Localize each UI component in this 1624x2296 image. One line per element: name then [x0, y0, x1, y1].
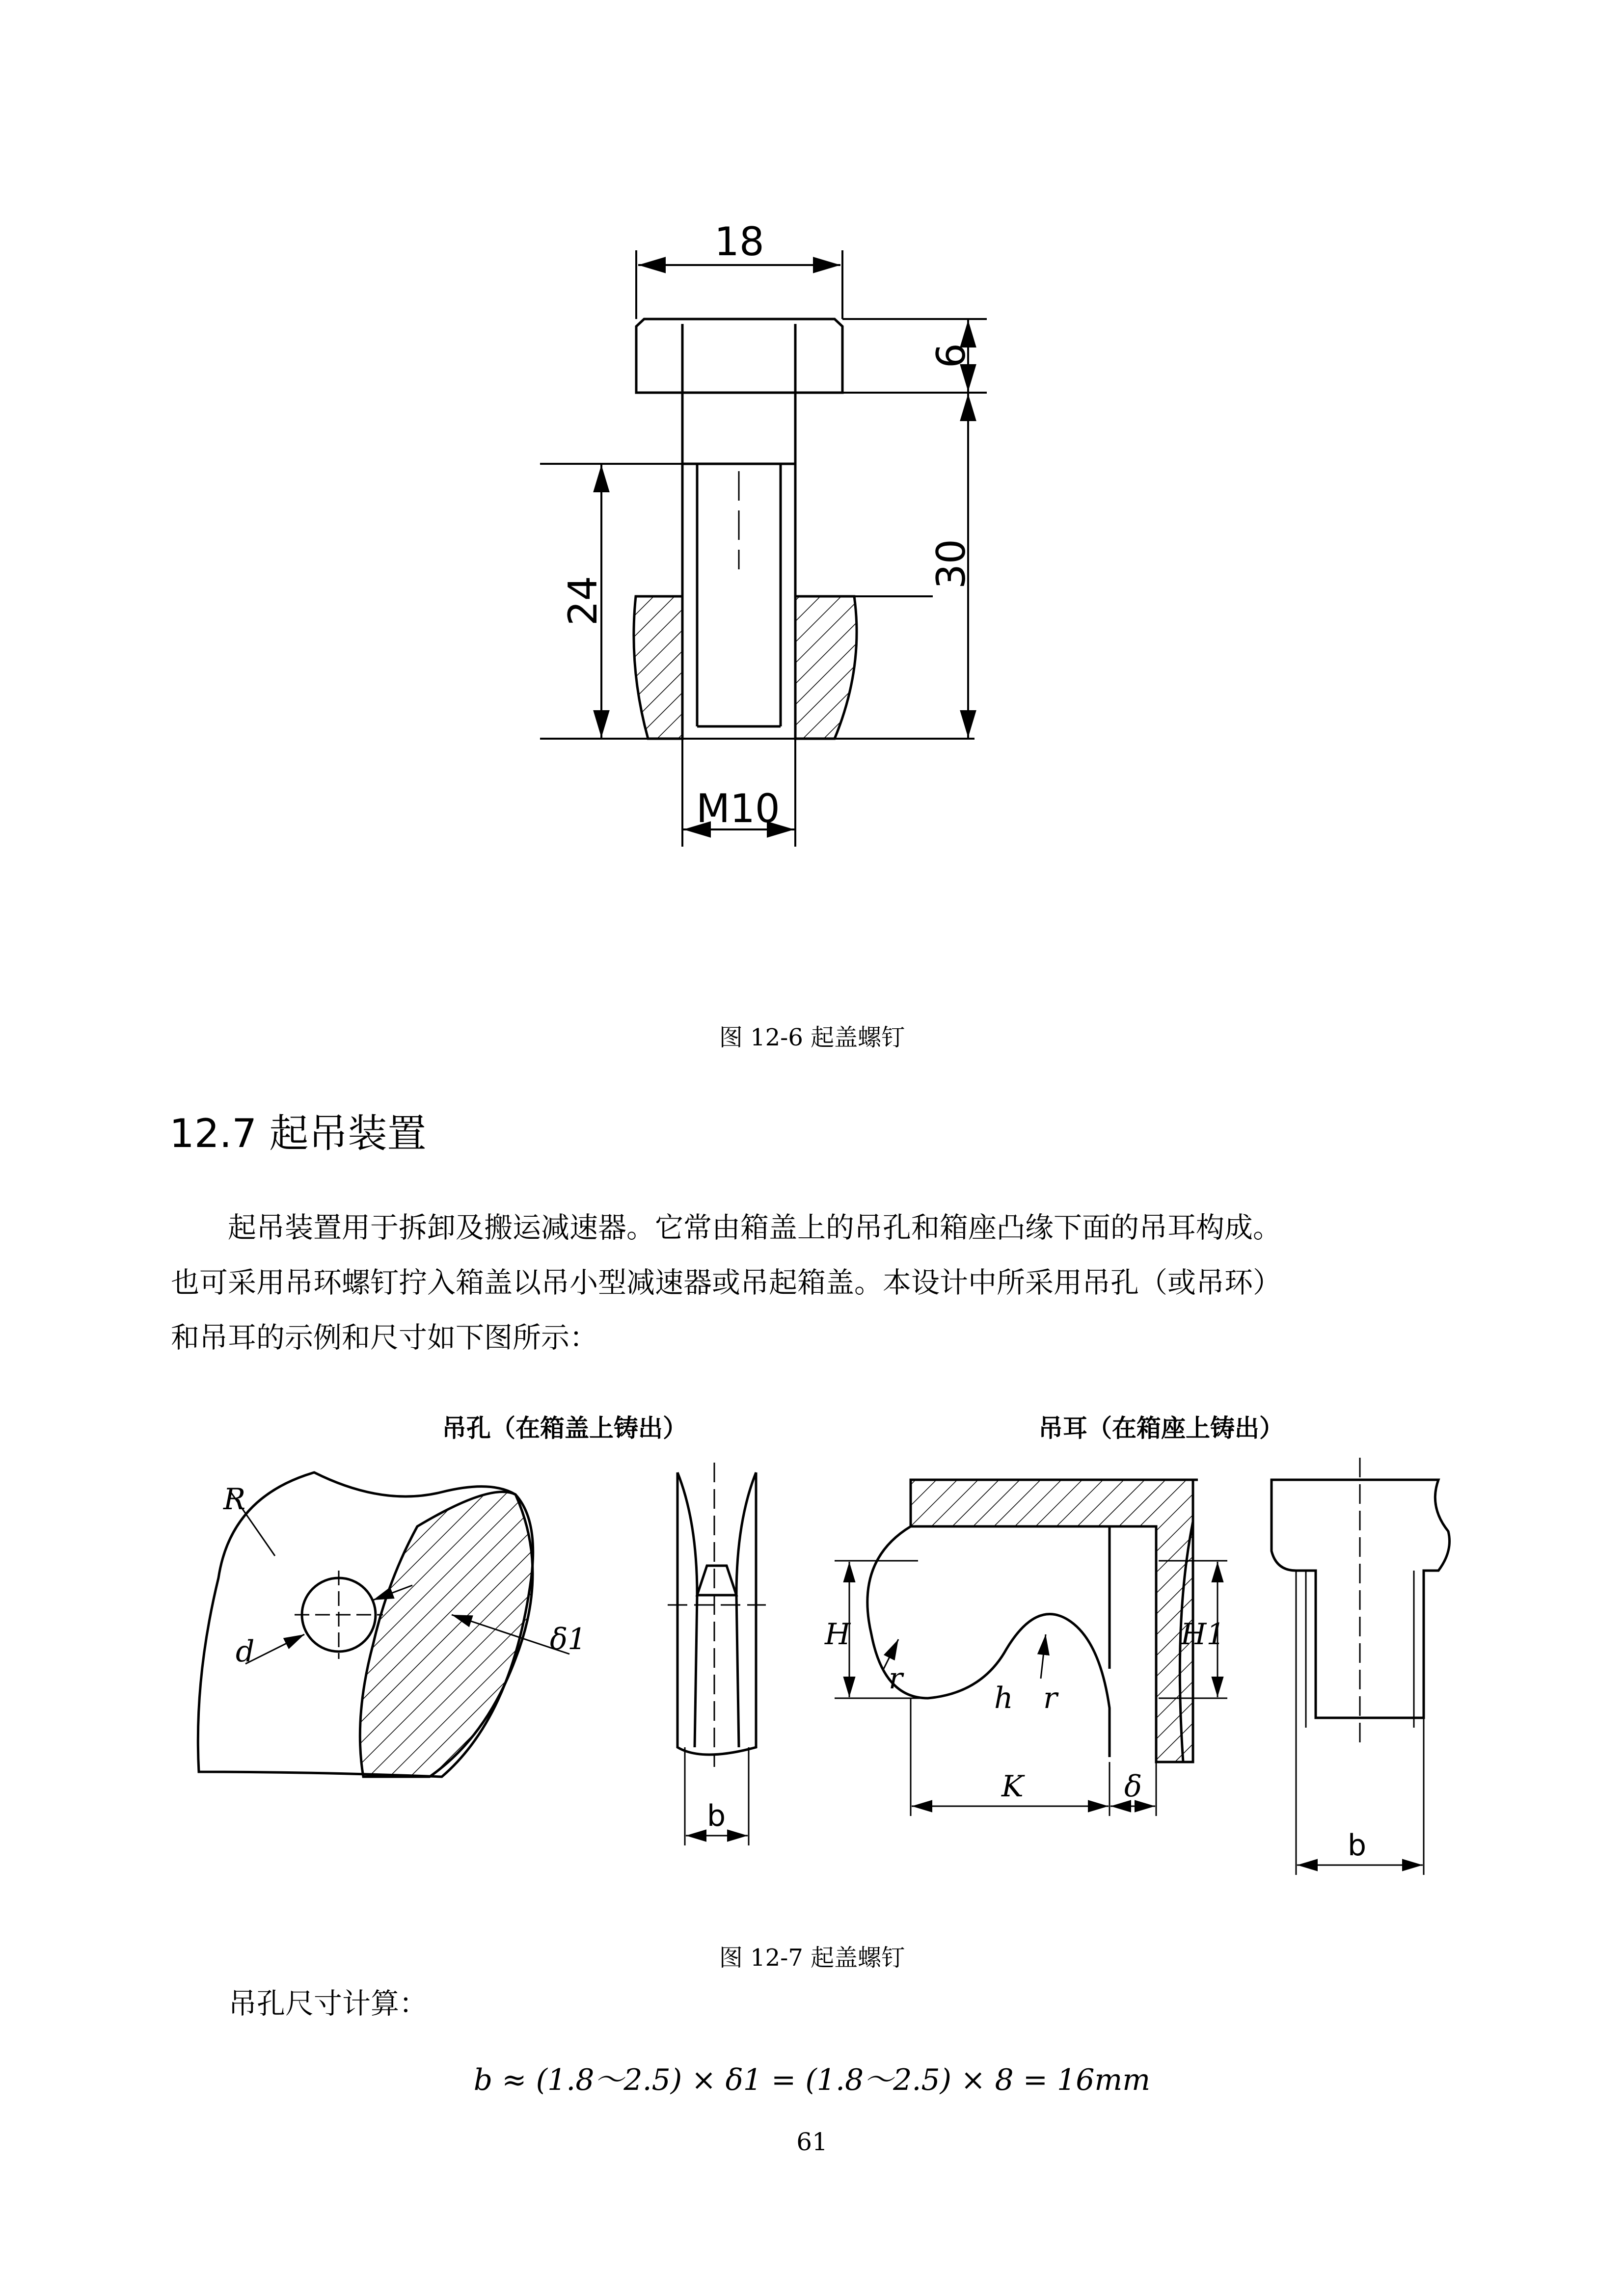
- dim-thread: M10: [696, 786, 780, 831]
- section-heading: 12.7 起吊装置: [169, 1111, 427, 1156]
- figure2-caption: 图 12-7 起盖螺钉: [719, 1944, 905, 1972]
- label-H: H: [825, 1617, 851, 1652]
- label-d: d: [236, 1634, 255, 1669]
- figure1-caption: 图 12-6 起盖螺钉: [719, 1024, 905, 1051]
- label-b-lug: b: [1348, 1828, 1367, 1863]
- label-delta1: δ1: [550, 1622, 587, 1656]
- dim-head-height: 6: [928, 343, 974, 368]
- label-H1: H1: [1181, 1617, 1225, 1652]
- paragraph-line-2: 也可采用吊环螺钉拧入箱盖以吊小型减速器或吊起箱盖。本设计中所采用吊孔（或吊环）: [171, 1266, 1282, 1299]
- dim-engage: 24: [560, 576, 606, 626]
- dim-length: 30: [928, 539, 974, 589]
- lift-hole-title: 吊孔（在箱盖上铸出）: [442, 1414, 687, 1442]
- label-R: R: [223, 1482, 246, 1517]
- paragraph-line-3: 和吊耳的示例和尺寸如下图所示：: [171, 1321, 598, 1354]
- label-delta: δ: [1124, 1769, 1142, 1804]
- label-b-hole: b: [707, 1799, 726, 1833]
- label-K: K: [1001, 1769, 1024, 1804]
- label-r1: r: [889, 1661, 903, 1696]
- paragraph-line-1: 起吊装置用于拆卸及搬运减速器。它常由箱盖上的吊孔和箱座凸缘下面的吊耳构成。: [228, 1211, 1282, 1244]
- page-number: 61: [796, 2128, 828, 2156]
- label-h: h: [994, 1681, 1013, 1715]
- dim-width: 18: [714, 219, 764, 265]
- formula: b ≈ (1.8～2.5) × δ1 = (1.8～2.5) × 8 = 16mm: [473, 2063, 1151, 2097]
- calc-intro: 吊孔尺寸计算：: [228, 1987, 428, 2020]
- lift-lug-title: 吊耳（在箱座上铸出）: [1038, 1414, 1284, 1442]
- label-r2: r: [1043, 1681, 1057, 1715]
